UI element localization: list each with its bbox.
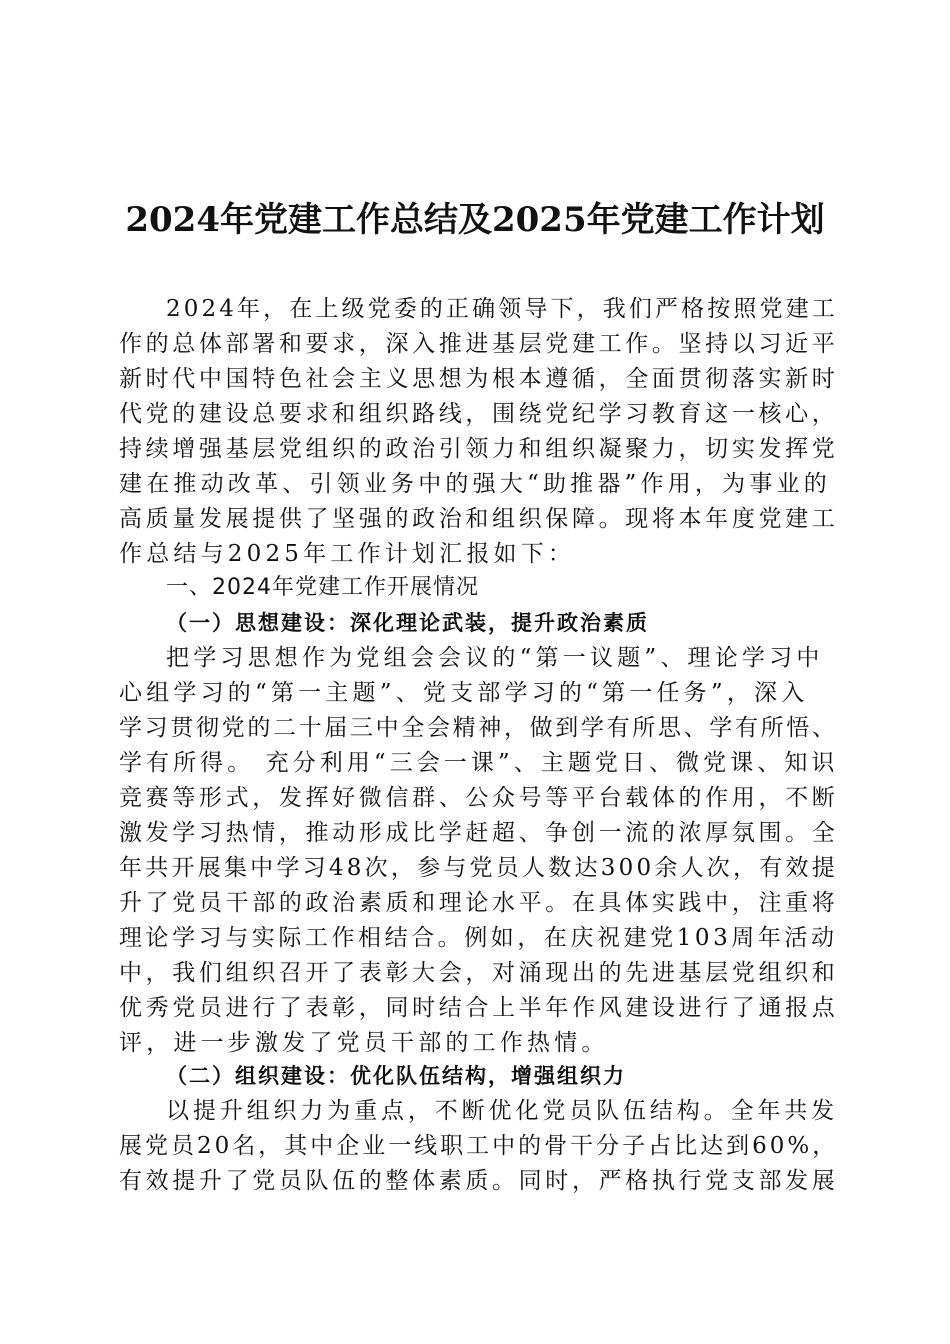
body-line: 年共开展集中学习48次，参与党员人数达300余人次，有效提 <box>119 855 838 881</box>
body-line: 以提升组织力为重点，不断优化党员队伍结构。全年共发 <box>166 1098 838 1124</box>
intro-line: 高质量发展提供了坚强的政治和组织保障。现将本年度党建工 <box>119 506 839 532</box>
body-line: 中，我们组织召开了表彰大会，对涌现出的先进基层党组织和 <box>119 960 839 986</box>
body-line: 把学习思想作为党组会会议的“第一议题”、理论学习中 <box>166 645 824 671</box>
body-line: 有效提升了党员队伍的整体素质。同时，严格执行党支部发展 <box>119 1168 839 1194</box>
subsection-heading-2: （二）组织建设：优化队伍结构，增强组织力 <box>166 1063 626 1088</box>
body-line: 评，进一步激发了党员干部的工作热情。 <box>119 1030 609 1056</box>
body-line: 竞赛等形式，发挥好微信群、公众号等平台载体的作用，不断 <box>119 785 839 811</box>
subsection-heading-1: （一）思想建设：深化理论武装，提升政治素质 <box>166 610 649 635</box>
body-line: 学习贯彻党的二十届三中全会精神，做到学有所思、学有所悟、 <box>119 715 838 741</box>
body-line: 理论学习与实际工作相结合。例如，在庆祝建党103周年活动 <box>119 925 838 951</box>
intro-line: 2024年，在上级党委的正确领导下，我们严格按照党建工 <box>166 296 838 322</box>
section-heading-1: 一、2024年党建工作开展情况 <box>166 575 479 600</box>
intro-line: 建在推动改革、引领业务中的强大“助推器”作用，为事业的 <box>119 471 831 497</box>
body-line: 升了党员干部的政治素质和理论水平。在具体实践中，注重将 <box>119 890 839 916</box>
document-title: 2024年党建工作总结及2025年党建工作计划 <box>125 200 825 240</box>
intro-line: 代党的建设总要求和组织路线，围绕党纪学习教育这一核心， <box>119 401 839 427</box>
intro-line: 作总结与2025年工作计划汇报如下： <box>119 541 576 567</box>
body-line: 心组学习的“第一主题”、党支部学习的“第一任务”，深入 <box>119 680 809 706</box>
body-line: 学有所得。 充分利用“三会一课”、主题党日、微党课、知识 <box>119 750 839 776</box>
intro-line: 作的总体部署和要求，深入推进基层党建工作。坚持以习近平 <box>119 331 839 357</box>
body-line: 展党员20名，其中企业一线职工中的骨干分子占比达到60%， <box>119 1133 839 1159</box>
body-line: 激发学习热情，推动形成比学赶超、争创一流的浓厚氛围。全 <box>119 820 839 846</box>
intro-line: 持续增强基层党组织的政治引领力和组织凝聚力，切实发挥党 <box>119 436 839 462</box>
body-line: 优秀党员进行了表彰，同时结合上半年作风建设进行了通报点 <box>119 995 839 1021</box>
intro-line: 新时代中国特色社会主义思想为根本遵循，全面贯彻落实新时 <box>119 366 839 392</box>
